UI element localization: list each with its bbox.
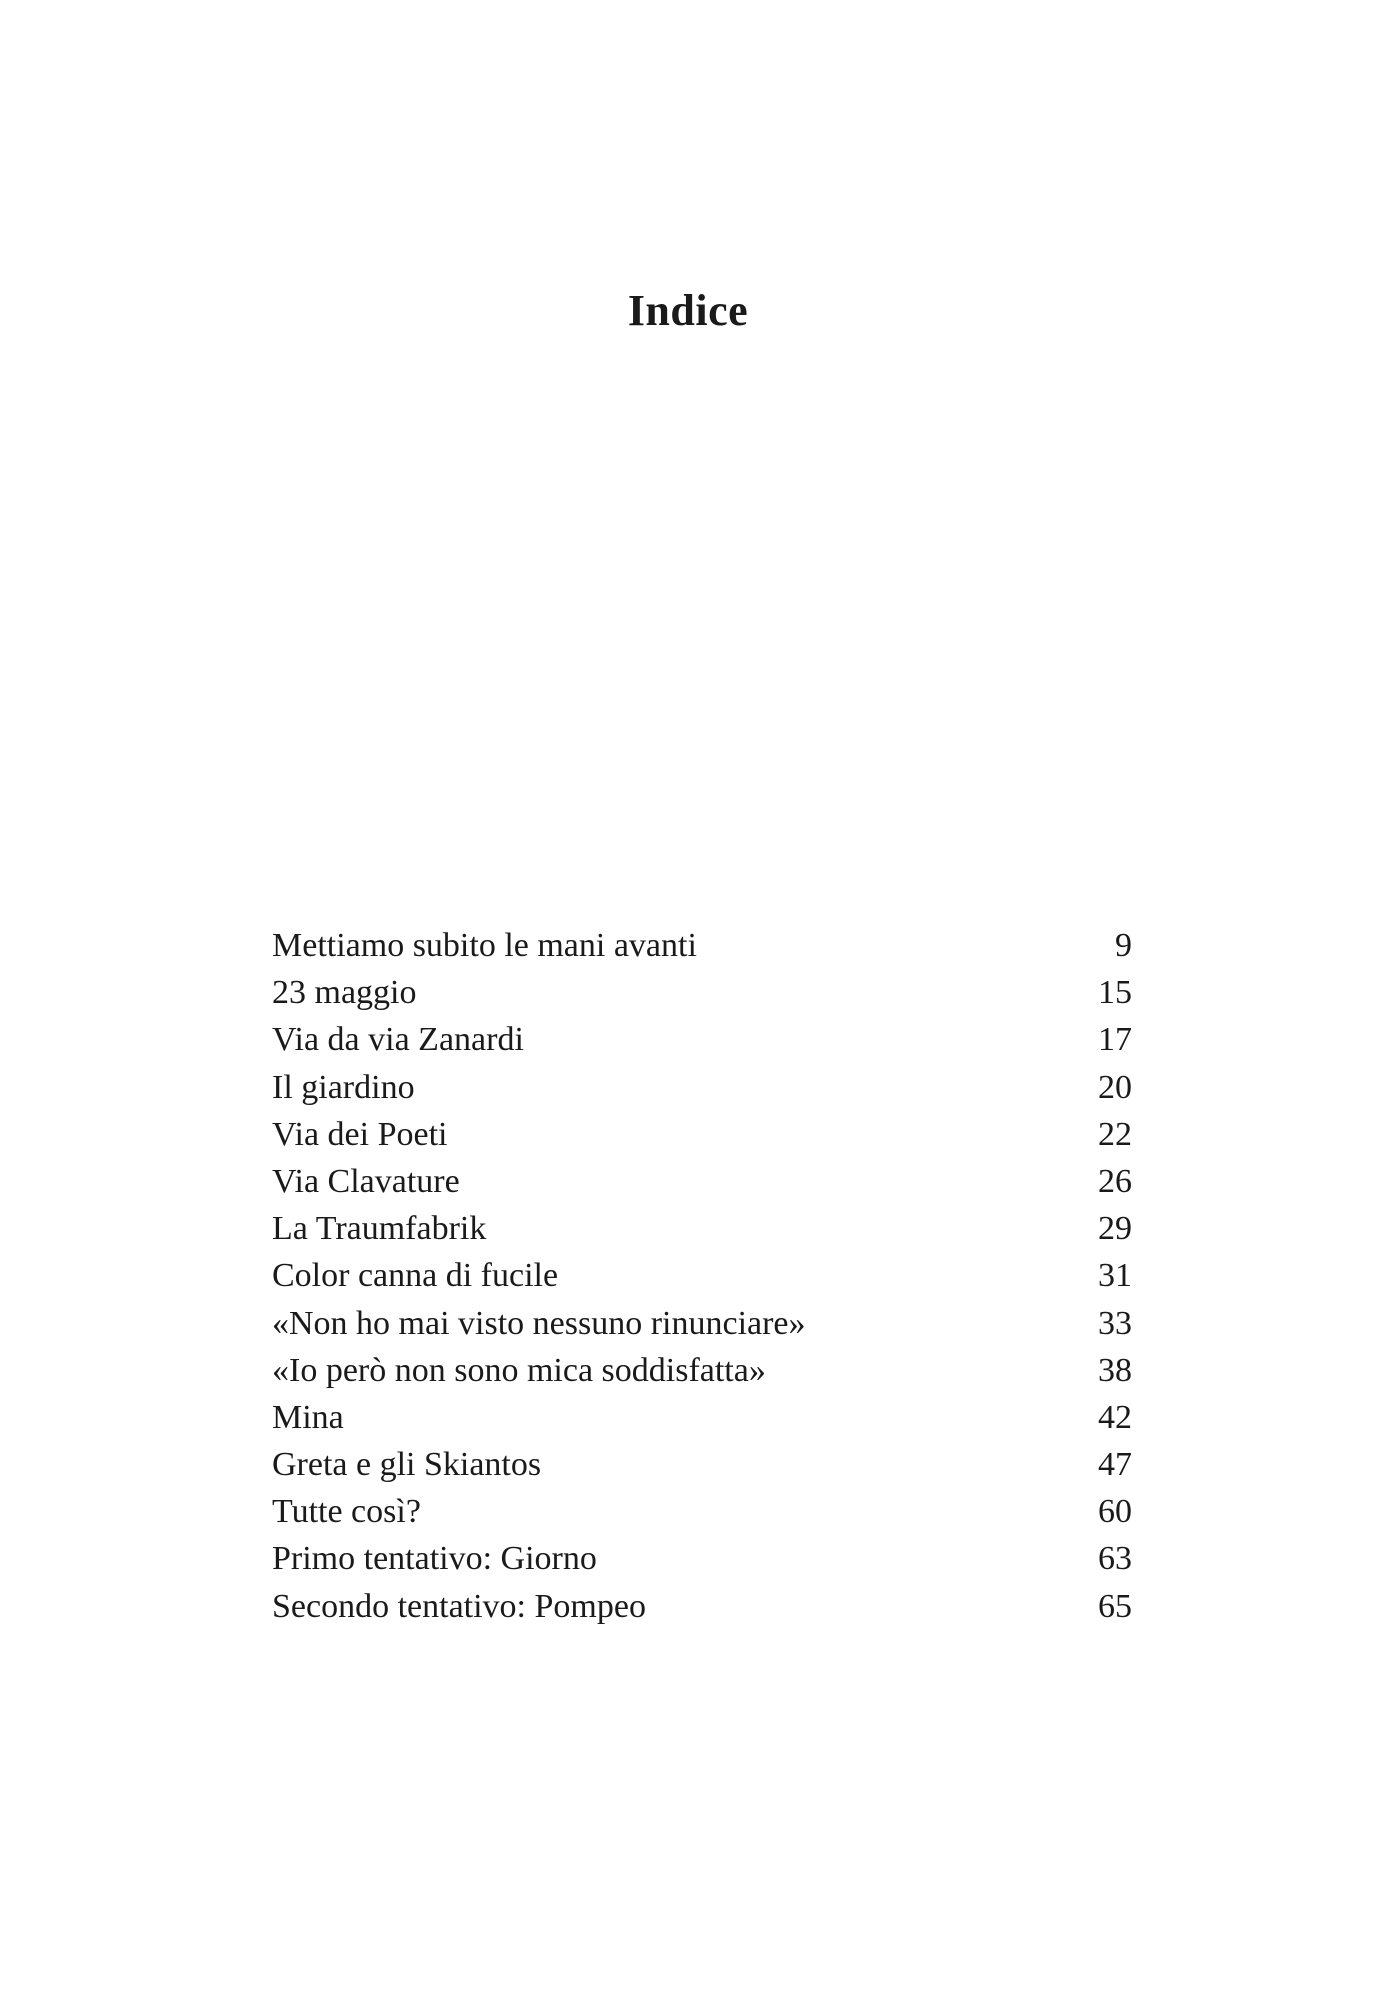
toc-entry-title: Via da via Zanardi	[272, 1021, 524, 1059]
toc-entry-page-number: 26	[1098, 1162, 1132, 1200]
toc-entry	[272, 969, 1132, 1016]
toc-entry-title: «Non ho mai visto nessuno rinunciare»	[272, 1304, 806, 1342]
toc-entry	[272, 1583, 1132, 1630]
toc-entry-title: Color canna di fucile	[272, 1257, 559, 1295]
toc-entry-title: Via Clavature	[272, 1162, 460, 1200]
toc-entry-page-number: 38	[1098, 1351, 1132, 1389]
toc-entry	[272, 1347, 1132, 1394]
toc-entry-title: Mina	[272, 1398, 344, 1436]
toc-entry-page-number: 15	[1098, 974, 1132, 1012]
toc-entry-title: «Io però non sono mica soddisfatta»	[272, 1351, 766, 1389]
toc-entry-page-number: 9	[1115, 927, 1132, 964]
toc-entry-page-number: 60	[1098, 1493, 1132, 1531]
toc-entry-title: Primo tentativo: Giorno	[272, 1540, 597, 1578]
toc-entry-page-number: 33	[1098, 1304, 1132, 1342]
toc-entry-page-number: 63	[1098, 1540, 1132, 1578]
toc-entry-title: Il giardino	[272, 1068, 415, 1106]
toc-entry-page-number: 65	[1098, 1587, 1132, 1625]
toc-entry-page-number: 31	[1098, 1257, 1132, 1295]
toc-entry-title: 23 maggio	[272, 974, 417, 1012]
table-of-contents	[272, 922, 1132, 1630]
toc-entry	[272, 1300, 1132, 1347]
toc-entry	[272, 1252, 1132, 1299]
page-title: Indice	[627, 286, 749, 336]
toc-entry	[272, 1111, 1132, 1158]
toc-entry	[272, 1064, 1132, 1111]
toc-entry-title: Secondo tentativo: Pompeo	[272, 1587, 646, 1625]
toc-entry-title: La Traumfabrik	[272, 1210, 487, 1248]
toc-entry-page-number: 22	[1098, 1115, 1132, 1153]
toc-entry-page-number: 29	[1098, 1210, 1132, 1248]
toc-entry	[272, 1205, 1132, 1252]
toc-entry-page-number: 47	[1098, 1446, 1132, 1484]
toc-entry-title: Via dei Poeti	[272, 1115, 448, 1153]
toc-entry	[272, 1394, 1132, 1441]
toc-entry-title: Mettiamo subito le mani avanti	[272, 927, 697, 964]
toc-entry	[272, 1535, 1132, 1582]
toc-entry-title: Tutte così?	[272, 1493, 421, 1531]
toc-entry-page-number: 42	[1098, 1398, 1132, 1436]
toc-entry	[272, 1488, 1132, 1535]
toc-entry	[272, 1441, 1132, 1488]
toc-entry	[272, 1016, 1132, 1063]
toc-entry-title: Greta e gli Skiantos	[272, 1446, 542, 1484]
toc-entry	[272, 922, 1132, 969]
toc-entry	[272, 1158, 1132, 1205]
toc-entry-page-number: 17	[1098, 1021, 1132, 1059]
toc-entry-page-number: 20	[1098, 1068, 1132, 1106]
